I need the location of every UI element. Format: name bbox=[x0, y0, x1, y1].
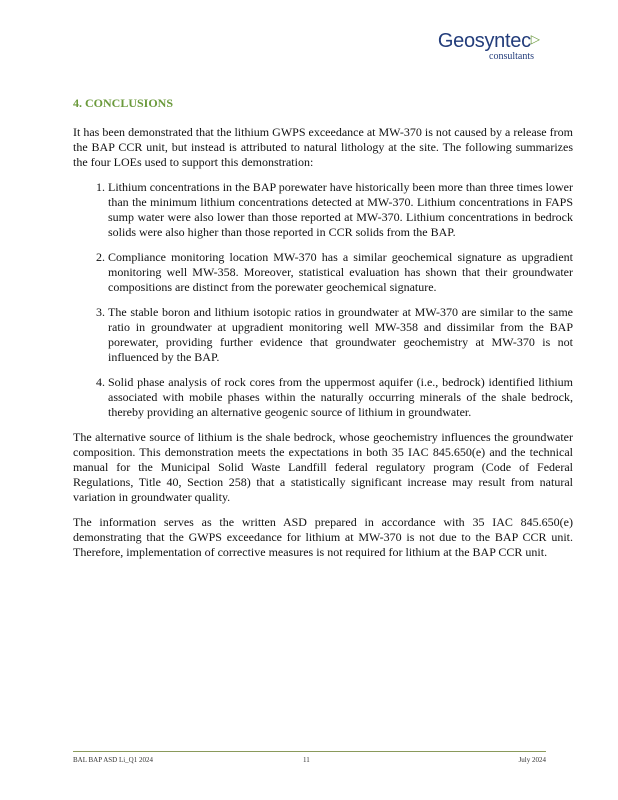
alternative-source-paragraph: The alternative source of lithium is the shale bedrock, whose geochemistry influences the groundwater composition. This demonstration meets the expectations in both 35 IAC 845.650(e) and the technical manual for the Municipal Solid Waste Landfill federal regulatory program (Code of Federal Regulations, Title 40, Section 258) that a statistically significant increase may result from natural variation in groundwater quality. bbox=[73, 430, 573, 504]
section-heading: 4. CONCLUSIONS bbox=[73, 96, 174, 110]
document-id: BAL BAP ASD Li_Q1 2024 bbox=[73, 756, 153, 764]
document-body bbox=[73, 96, 573, 570]
list-item: 4. Solid phase analysis of rock cores from the uppermost aquifer (i.e., bedrock) identified lithium associated with mobile phases within the naturally occurring minerals of the shale bedrock, thereby providing an alternative geogenic source of lithium in groundwater. bbox=[108, 375, 573, 420]
closing-paragraph: The information serves as the written ASD prepared in accordance with 35 IAC 845.650(e) demonstrating that the GWPS exceedance for lithium at MW-370 is not due to the BAP CCR unit. Therefore, implementation of corrective measures is not required for lithium at the BAP CCR unit. bbox=[73, 515, 573, 559]
list-item: 1. Lithium concentrations in the BAP porewater have historically been more than three times lower than the minimum lithium concentrations detected at MW-370. Lithium concentrations in FAPS sump water were also lower than those reported at MW-370. Lithium concentrations in bedrock solids were also higher than those reported in CCR solids from the BAP. bbox=[108, 180, 573, 240]
play-triangle-icon: ▷ bbox=[530, 32, 540, 46]
document-date: July 2024 bbox=[518, 756, 546, 764]
list-item: 3. The stable boron and lithium isotopic ratios in groundwater at MW-370 are similar to the same ratio in groundwater at upgradient monitoring well MW-358 and dissimilar from the BAP porewater, providing further evidence that groundwater geochemistry at MW-370 is not influenced by the BAP. bbox=[108, 305, 573, 365]
company-subtitle: consultants bbox=[489, 51, 534, 62]
company-name: Geosyntec bbox=[437, 30, 531, 52]
footer-divider bbox=[73, 751, 546, 752]
loe-list bbox=[73, 180, 573, 420]
list-item: 2. Compliance monitoring location MW-370 has a similar geochemical signature as upgradient monitoring well MW-358. Moreover, statistical evaluation has shown that their groundwater compositions are distinct from the porewater geochemical signature. bbox=[108, 250, 573, 295]
company-logo bbox=[438, 30, 540, 62]
page-number: 11 bbox=[303, 756, 310, 764]
intro-paragraph: It has been demonstrated that the lithium GWPS exceedance at MW-370 is not caused by a release from the BAP CCR unit, but instead is attributed to natural lithology at the site. The following summarizes the four LOEs used to support this demonstration: bbox=[73, 125, 573, 169]
